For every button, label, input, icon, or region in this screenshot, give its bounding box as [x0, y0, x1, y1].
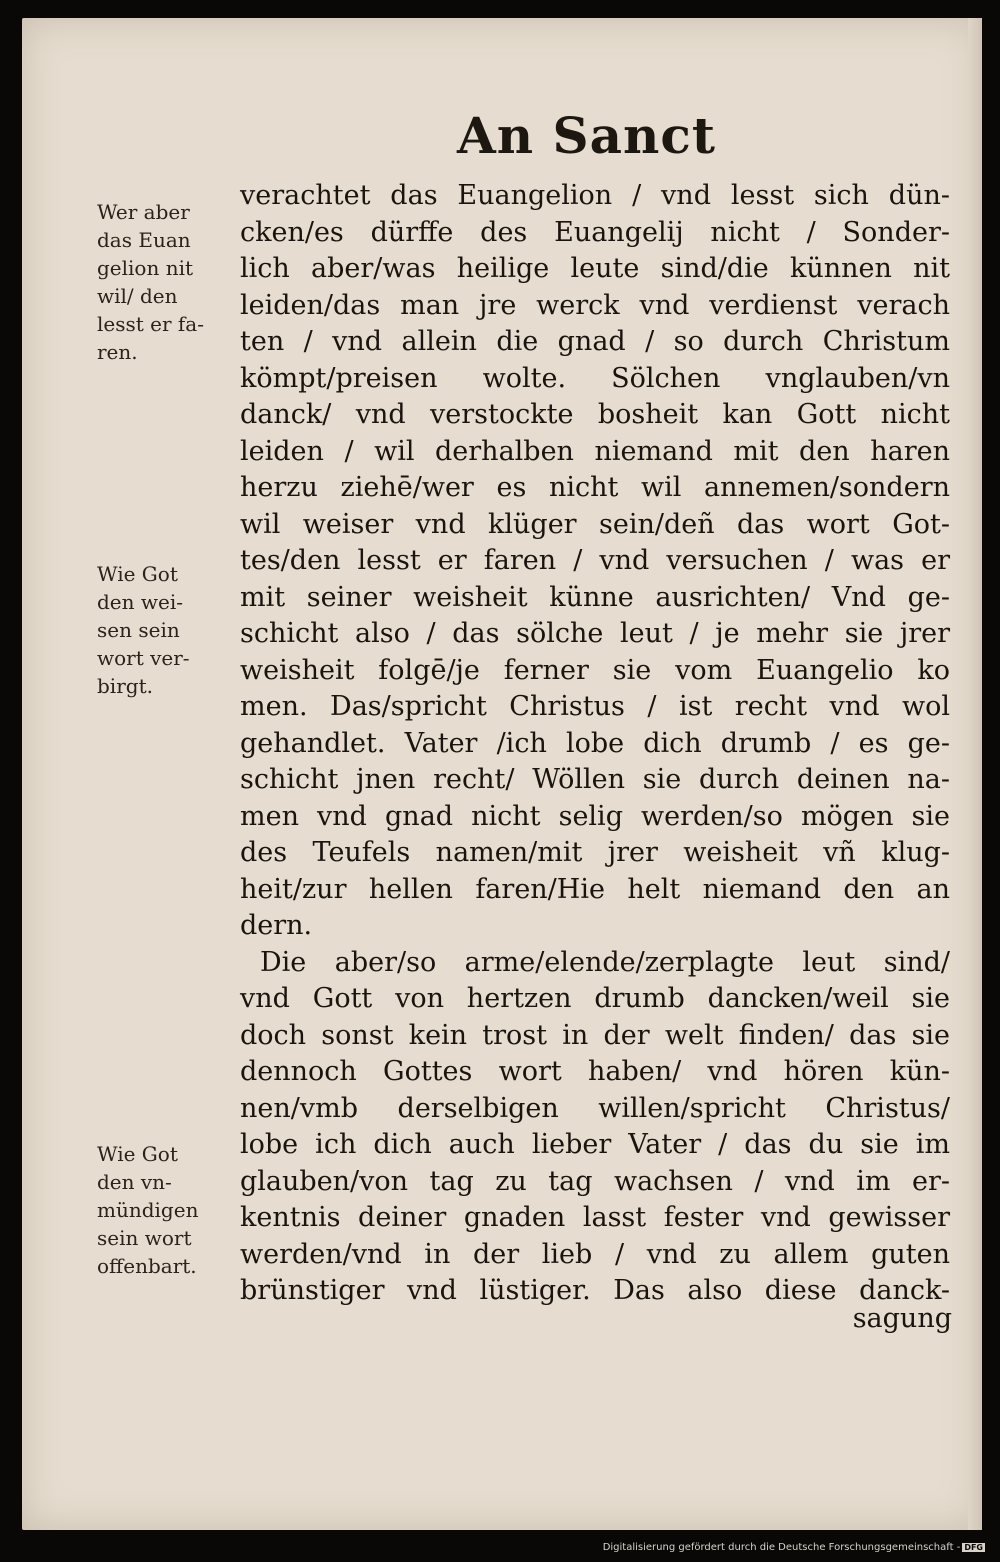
- marginal-note-line: lesst er fa-: [97, 312, 204, 336]
- marginal-note-line: den vn-: [97, 1170, 172, 1194]
- text-line: des Teufels namen/mit jrer weisheit vñ klug-: [240, 837, 950, 868]
- text-line: gehandlet. Vater /ich lobe dich drumb / es ge-: [240, 727, 950, 759]
- text-line: men. Das/spricht Christus / ist recht vnd wol: [240, 691, 950, 722]
- marginal-note-line: mündigen: [97, 1198, 199, 1222]
- marginal-note-line: Wer aber: [97, 200, 190, 224]
- text-line: weisheit folgē/je ferner sie vom Euangelio ko: [240, 654, 950, 686]
- catchword: sagung: [852, 1303, 952, 1334]
- digitization-credit: [540, 1542, 985, 1553]
- body-text: [240, 178, 950, 1310]
- text-line: nen/vmb derselbigen willen/spricht Christus/: [240, 1092, 950, 1124]
- book-page: [22, 18, 982, 1530]
- running-head: An Sanct: [457, 106, 716, 165]
- marginal-note-line: das Euan: [97, 228, 191, 252]
- text-line: tes/den lesst er faren / vnd versuchen / was er: [240, 545, 950, 576]
- text-line: herzu ziehē/wer es nicht wil annemen/sondern: [240, 472, 950, 503]
- marginal-note-line: offenbart.: [97, 1254, 197, 1278]
- text-line: leiden/das man jre werck vnd verdienst verach: [240, 289, 950, 321]
- text-line: dern.: [240, 910, 313, 941]
- text-line: heit/zur hellen faren/Hie helt niemand den an: [240, 873, 950, 905]
- text-line: men vnd gnad nicht selig werden/so mögen sie: [240, 800, 950, 832]
- text-line: lobe ich dich auch lieber Vater / das du sie im: [240, 1129, 950, 1160]
- text-line: ten / vnd allein die gnad / so durch Christum: [240, 326, 950, 357]
- marginal-note-line: sen sein: [97, 618, 180, 642]
- text-line: Die aber/so arme/elende/zerplagte leut sind/: [260, 946, 950, 978]
- text-line: werden/vnd in der lieb / vnd zu allem guten: [240, 1238, 950, 1270]
- text-line: leiden / wil derhalben niemand mit den haren: [240, 435, 950, 467]
- marginal-note-line: birgt.: [97, 674, 153, 698]
- text-line: schicht jnen recht/ Wöllen sie durch deinen na-: [240, 764, 950, 795]
- marginal-note-line: wil/ den: [97, 284, 178, 308]
- text-line: kömpt/preisen wolte. Sölchen vnglauben/vn: [240, 362, 950, 394]
- text-line: brünstiger vnd lüstiger. Das also diese danck-: [240, 1275, 950, 1306]
- text-line: danck/ vnd verstockte bosheit kan Gott nicht: [240, 399, 950, 430]
- text-line: kentnis deiner gnaden lasst fester vnd gewisser: [240, 1202, 950, 1233]
- marginal-note-line: sein wort: [97, 1226, 192, 1250]
- marginal-note-line: Wie Got: [97, 562, 178, 586]
- text-line: dennoch Gottes wort haben/ vnd hören kün-: [240, 1056, 950, 1087]
- marginal-note-line: wort ver-: [97, 646, 190, 670]
- text-line: schicht also / das sölche leut / je mehr sie jrer: [240, 618, 950, 649]
- text-line: vnd Gott von hertzen drumb dancken/weil sie: [240, 983, 950, 1014]
- text-line: mit seiner weisheit künne ausrichten/ Vnd ge-: [240, 581, 950, 613]
- text-line: doch sonst kein trost in der welt finden/ das sie: [240, 1019, 950, 1051]
- page-edge: [968, 18, 982, 1530]
- marginal-note-1: [97, 198, 247, 366]
- text-line: glauben/von tag zu tag wachsen / vnd im er-: [240, 1165, 950, 1197]
- marginal-note-line: den wei-: [97, 590, 183, 614]
- text-line: verachtet das Euangelion / vnd lesst sich dün-: [240, 180, 950, 211]
- marginal-note-line: Wie Got: [97, 1142, 178, 1166]
- credit-text: Digitalisierung gefördert durch die Deutsche Forschungsgemeinschaft -: [602, 1542, 961, 1553]
- marginal-note-3: [97, 1140, 247, 1280]
- marginal-note-line: gelion nit: [97, 256, 194, 280]
- text-line: wil weiser vnd klüger sein/deñ das wort Got-: [240, 508, 950, 540]
- text-line: cken/es dürffe des Euangelij nicht / Sonder-: [240, 216, 950, 248]
- marginal-note-2: [97, 560, 247, 700]
- dfg-logo: DFG: [964, 1542, 983, 1552]
- marginal-note-line: ren.: [97, 340, 138, 364]
- text-line: lich aber/was heilige leute sind/die künnen nit: [240, 253, 950, 284]
